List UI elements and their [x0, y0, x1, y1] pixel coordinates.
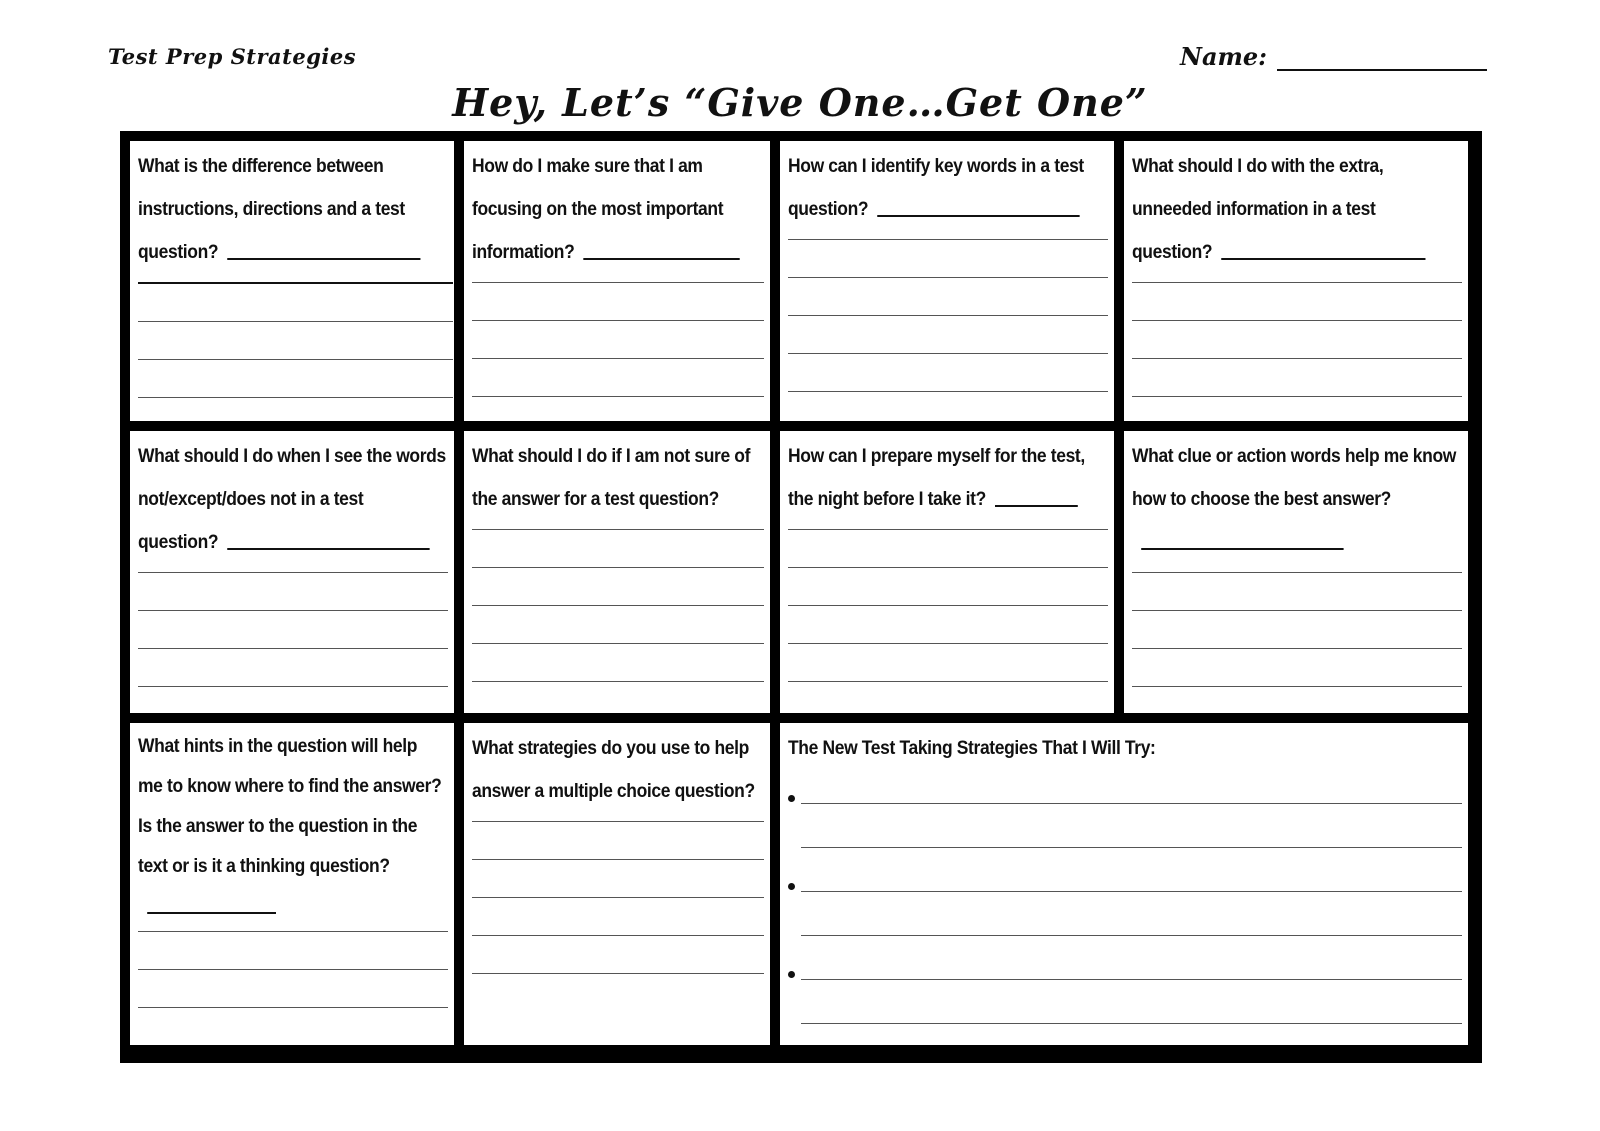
strategy-bullet-3[interactable]: [788, 936, 1462, 980]
question-box-4[interactable]: [1124, 141, 1468, 421]
question-grid: [120, 131, 1482, 1063]
question-box-7[interactable]: [780, 431, 1114, 713]
page-title: Hey, Let’s “Give One…Get One”: [452, 80, 1148, 125]
answer-lines[interactable]: [1132, 572, 1462, 687]
question-box-8[interactable]: [1124, 431, 1468, 713]
question-box-3[interactable]: [780, 141, 1114, 421]
answer-blank[interactable]: [227, 548, 429, 550]
answer-blank[interactable]: [1141, 548, 1343, 550]
strategies-list[interactable]: [788, 760, 1462, 1024]
answer-blank[interactable]: [584, 258, 740, 260]
answer-lines[interactable]: [472, 282, 764, 397]
strategy-bullet-2[interactable]: [788, 848, 1462, 892]
answer-lines[interactable]: [788, 239, 1108, 392]
bullet-icon: [788, 971, 795, 978]
answer-lines[interactable]: [138, 931, 448, 1045]
worksheet-category: Test Prep Strategies: [108, 44, 357, 69]
strategies-box[interactable]: [780, 723, 1468, 1045]
answer-lines[interactable]: [788, 529, 1108, 682]
strategies-title: The New Test Taking Strategies That I Will Try:: [788, 738, 1156, 759]
question-text: How can I prepare myself for the test, the night before I take it?: [788, 446, 1085, 510]
question-text: What is the difference between instructions, directions and a test question?: [138, 156, 405, 263]
question-text: What should I do if I am not sure of the answer for a test question?: [472, 446, 751, 510]
name-field[interactable]: [1180, 42, 1487, 71]
question-text: What strategies do you use to help answer a multiple choice question?: [472, 738, 755, 802]
question-text: What clue or action words help me know how to choose the best answer?: [1132, 446, 1457, 510]
answer-lines[interactable]: [138, 282, 448, 398]
answer-lines[interactable]: [472, 821, 764, 974]
question-text: How do I make sure that I am focusing on the most important information?: [472, 156, 724, 263]
question-box-6[interactable]: [464, 431, 770, 713]
answer-lines[interactable]: [472, 529, 764, 682]
question-box-9[interactable]: [130, 723, 454, 1045]
question-box-1[interactable]: [130, 141, 454, 421]
answer-blank[interactable]: [1221, 258, 1425, 260]
answer-blank[interactable]: [877, 215, 1079, 217]
bullet-icon: [788, 883, 795, 890]
question-box-2[interactable]: [464, 141, 770, 421]
answer-blank[interactable]: [227, 258, 420, 260]
question-text: What should I do when I see the words not/except/does not in a test question?: [138, 446, 446, 553]
question-text: What hints in the question will help me to know where to find the answer? Is the answer to the question in the text or is it a thinking question?: [138, 736, 442, 877]
question-box-10[interactable]: [464, 723, 770, 1045]
answer-blank[interactable]: [147, 912, 276, 914]
answer-lines[interactable]: [138, 572, 448, 687]
name-label: Name:: [1180, 42, 1268, 71]
name-blank-line[interactable]: [1277, 45, 1487, 71]
answer-lines[interactable]: [1132, 282, 1462, 397]
bullet-icon: [788, 795, 795, 802]
answer-blank[interactable]: [995, 505, 1078, 507]
question-text: What should I do with the extra, unneeded information in a test question?: [1132, 156, 1384, 263]
question-box-5[interactable]: [130, 431, 454, 713]
question-text: How can I identify key words in a test question?: [788, 156, 1084, 220]
